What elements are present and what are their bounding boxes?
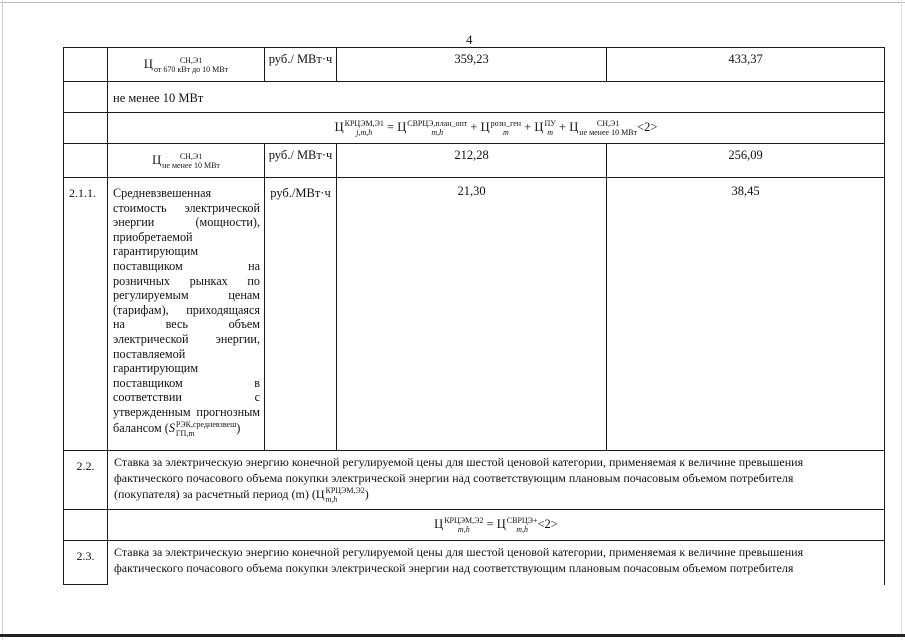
tariff-symbol-cell <box>107 47 265 82</box>
value-cell-2: 433,37 <box>606 47 885 82</box>
num-cell-empty <box>63 47 108 82</box>
description-line: Ставка за электрическую энергию конечной регулируемой цены для шестой ценовой категории, применяемая к величине превышения <box>114 545 804 559</box>
row-number: 2.2. <box>63 450 108 510</box>
description-line: соответствии с <box>113 390 260 405</box>
footnote-ref: <2> <box>537 516 558 531</box>
description-line: стоимость электрической <box>113 200 260 215</box>
description-line: на весь объем <box>113 317 260 332</box>
description-line: Средневзвешенная <box>113 186 212 200</box>
description-cell <box>107 177 265 451</box>
description-line: (тарифам), приходящаяся <box>113 302 260 317</box>
description-line: гарантирующим <box>113 361 199 376</box>
tariff-symbol: Ц СН,Э1 не менее 10 МВт <box>152 151 220 170</box>
num-cell-empty <box>63 112 108 144</box>
num-cell-empty <box>63 143 108 178</box>
unit-cell: руб./МВт·ч <box>264 177 337 451</box>
description-text <box>113 186 260 420</box>
row-number: 2.3. <box>63 540 108 585</box>
scan-edge-right <box>901 0 902 640</box>
scan-edge-top <box>0 2 905 3</box>
value-cell-2: 38,45 <box>606 177 885 451</box>
description-line: энергии (мощности), <box>113 215 260 230</box>
formula-expression: Ц КРЦЭМ,Э2 m,h = Ц СВРЦЭ+ m,h <2> <box>434 516 558 534</box>
formula-row <box>107 509 885 541</box>
description-line: гарантирующим <box>113 244 199 259</box>
value-cell-2: 256,09 <box>606 143 885 178</box>
tariff-symbol: Ц СН,Э1 от 670 кВт до 10 МВт <box>143 55 229 74</box>
tariff-symbol-cell <box>107 143 265 178</box>
description-line: электрической энергии, <box>113 331 260 346</box>
description-line: поставляемой <box>113 346 186 361</box>
scan-edge-left <box>2 0 3 640</box>
description-line: регулируемым ценам <box>113 288 260 303</box>
description-line: розничных рынках по <box>113 273 260 288</box>
group-label: не менее 10 МВт <box>107 81 885 113</box>
description-line: поставщиком в <box>113 375 260 390</box>
section-description <box>107 450 885 510</box>
row-number: 2.1.1. <box>63 177 108 451</box>
unit-cell: руб./ МВт·ч <box>264 143 337 178</box>
description-line: утвержденным прогнозным <box>113 404 260 419</box>
description-line: (покупателя) за расчетный период (m) (Ц КРЦЭМ,Э2 m,h ) <box>114 486 369 504</box>
num-cell-empty <box>63 81 108 113</box>
value-cell-1: 359,23 <box>336 47 607 82</box>
formula-row <box>107 112 885 144</box>
description-line: приобретаемой <box>113 229 193 244</box>
scan-edge-bottom <box>0 634 905 637</box>
description-line: фактического почасового объема покупки электрической энергии над соответствующим плановым почасовым объемом потребителя <box>114 470 794 485</box>
description-line: фактического почасового объема покупки электрической энергии над соответствующим плановым почасовым объемом потребителя <box>114 560 794 575</box>
description-last-line: балансом (S РЭК,средневзвеш ГП,m ) <box>113 419 241 438</box>
value-cell-1: 21,30 <box>336 177 607 451</box>
description-line: Ставка за электрическую энергию конечной регулируемой цены для шестой ценовой категории, применяемая к величине превышения <box>114 455 804 469</box>
footnote-ref: <2> <box>637 119 658 134</box>
formula-expression: Ц КРЦЭМ,Э1 j,m,h = Ц СВРЦЭ,план_опт m,h + Ц розн_ген m + Ц ПУ m + Ц СН,Э1 не менее 10 МВт <2> <box>334 119 658 137</box>
page-number: 4 <box>466 32 473 47</box>
value-cell-1: 212,28 <box>336 143 607 178</box>
unit-cell: руб./ МВт·ч <box>264 47 337 82</box>
section-description <box>107 540 885 585</box>
num-cell-empty <box>63 509 108 541</box>
description-line: поставщиком на <box>113 258 260 273</box>
